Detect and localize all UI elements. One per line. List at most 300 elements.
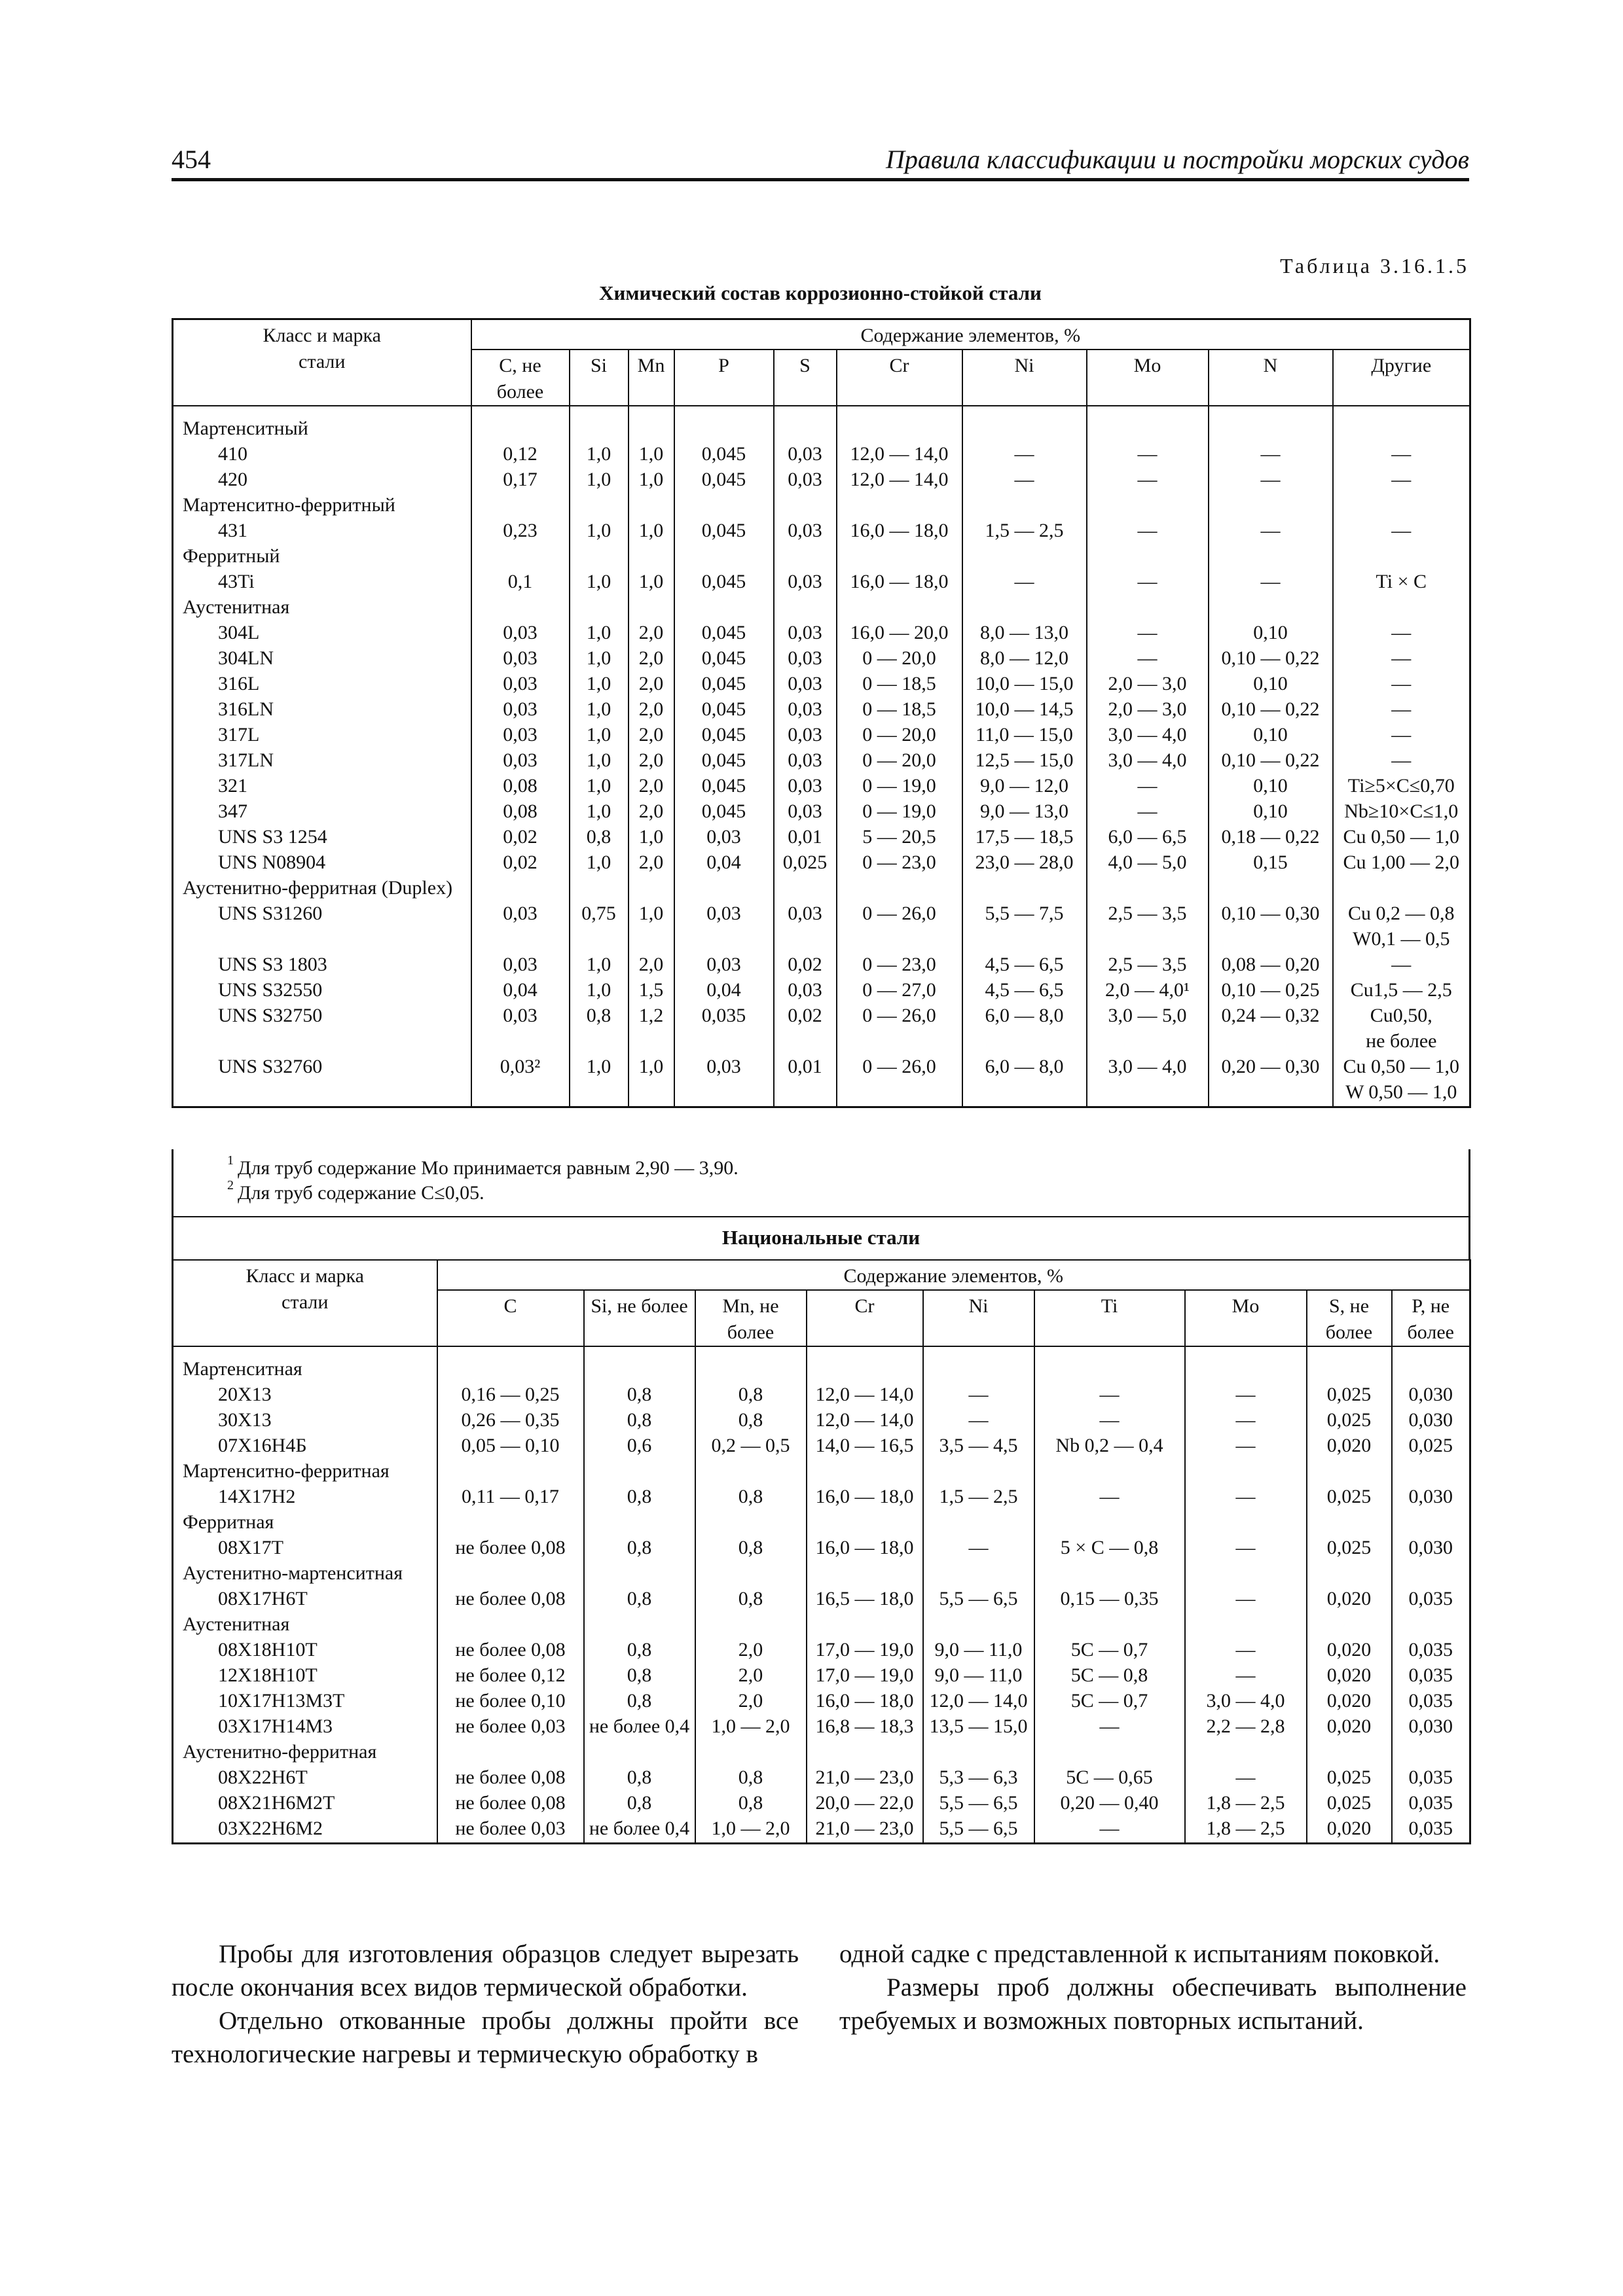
cell: 0,025: [1307, 1407, 1392, 1433]
steel-grade: UNS N08904: [173, 850, 471, 875]
empty-cell: [1333, 492, 1470, 518]
cell: 1,5 — 2,5: [962, 518, 1087, 543]
cell: 0,1: [471, 569, 570, 594]
group-row: [173, 875, 1470, 901]
steel-grade: 43Ti: [173, 569, 471, 594]
table-row: [173, 824, 1470, 850]
empty-cell: [923, 1560, 1034, 1586]
table-row: [173, 1637, 1470, 1662]
empty-cell: [1087, 926, 1209, 952]
cell: не более 0,4: [584, 1816, 695, 1844]
group-row: [173, 1509, 1470, 1535]
cell: 1,0: [570, 441, 629, 467]
empty-cell: [437, 1739, 584, 1765]
group-label: Аустенитная: [173, 1611, 437, 1637]
cell: —: [1185, 1637, 1307, 1662]
cell: 5С — 0,8: [1034, 1662, 1185, 1688]
empty-cell: [1034, 1560, 1185, 1586]
empty-cell: [584, 1346, 695, 1382]
table-row: [173, 1407, 1470, 1433]
empty-cell: [1087, 1079, 1209, 1107]
cell: 1,0: [570, 977, 629, 1003]
empty-cell: [584, 1458, 695, 1484]
table-row: [173, 773, 1470, 798]
empty-cell: [471, 492, 570, 518]
cell: 0,03: [471, 620, 570, 645]
cell: 0,025: [1307, 1790, 1392, 1816]
cell: —: [923, 1535, 1034, 1560]
group-row: [173, 406, 1470, 441]
page-number: 454: [172, 145, 211, 174]
cell: 1,0: [570, 620, 629, 645]
group-label: Мартенситная: [173, 1346, 437, 1382]
table-row: [173, 1662, 1470, 1688]
empty-cell: [674, 1028, 774, 1054]
cell: —: [1185, 1484, 1307, 1509]
cell: 2,2 — 2,8: [1185, 1713, 1307, 1739]
cell: 1,0: [570, 467, 629, 492]
empty-cell: [629, 543, 674, 569]
group-label: Ферритный: [173, 543, 471, 569]
cell: не более 0,08: [437, 1790, 584, 1816]
group-row: [173, 1739, 1470, 1765]
cell: 1,0 — 2,0: [695, 1816, 807, 1844]
empty-cell: [1333, 543, 1470, 569]
cell: 20,0 — 22,0: [807, 1790, 923, 1816]
empty-cell: [629, 1028, 674, 1054]
cell: 0,030: [1392, 1713, 1470, 1739]
empty-cell: [1209, 875, 1333, 901]
col-header: Mo: [1087, 350, 1209, 406]
cell: 1,8 — 2,5: [1185, 1790, 1307, 1816]
cell: Ti × C: [1333, 569, 1470, 594]
cell: —: [923, 1407, 1034, 1433]
steel-grade: 304LN: [173, 645, 471, 671]
steel-grade: 10Х17Н13М3Т: [173, 1688, 437, 1713]
cell: 0,03: [471, 901, 570, 926]
cell: 16,0 — 18,0: [807, 1535, 923, 1560]
cell: 0,8: [584, 1586, 695, 1611]
empty-cell: [629, 492, 674, 518]
empty-cell: [1034, 1458, 1185, 1484]
cell: 16,0 — 18,0: [837, 569, 962, 594]
cell: 1,0: [629, 901, 674, 926]
steel-grade: 321: [173, 773, 471, 798]
cell: 1,0: [629, 1054, 674, 1079]
cell: 0,045: [674, 441, 774, 467]
cell: 0,045: [674, 798, 774, 824]
empty-cell: [437, 1346, 584, 1382]
cell: 6,0 — 8,0: [962, 1003, 1087, 1028]
steel-grade: 431: [173, 518, 471, 543]
cell: —: [1209, 518, 1333, 543]
cell: 0,10 — 0,25: [1209, 977, 1333, 1003]
cell: —: [1034, 1816, 1185, 1844]
col-header: P: [674, 350, 774, 406]
cell: 8,0 — 13,0: [962, 620, 1087, 645]
cell: —: [1333, 518, 1470, 543]
cell: Nb 0,2 — 0,4: [1034, 1433, 1185, 1458]
cell: 0,17: [471, 467, 570, 492]
col-header: С: [437, 1290, 584, 1346]
cell: 0,12: [471, 441, 570, 467]
cell: 0,8: [584, 1407, 695, 1433]
table-row: [173, 926, 1470, 952]
cell: 12,0 — 14,0: [837, 441, 962, 467]
cell: 0,8: [695, 1586, 807, 1611]
steel-grade: 08Х17Н6Т: [173, 1586, 437, 1611]
cell: 0,020: [1307, 1662, 1392, 1688]
cell: —: [1333, 620, 1470, 645]
cell: 0,03: [471, 722, 570, 747]
cell: 0,020: [1307, 1433, 1392, 1458]
cell: 5,5 — 6,5: [923, 1586, 1034, 1611]
cell: 0,15: [1209, 850, 1333, 875]
cell: 17,5 — 18,5: [962, 824, 1087, 850]
cell: не более 0,4: [584, 1713, 695, 1739]
empty-cell: [471, 543, 570, 569]
group-row: [173, 543, 1470, 569]
cell: 2,0: [695, 1688, 807, 1713]
table-row: [173, 1765, 1470, 1790]
cell: 0,035: [674, 1003, 774, 1028]
cell: 0,8: [584, 1765, 695, 1790]
cell: 1,0: [629, 824, 674, 850]
col-header: S: [774, 350, 837, 406]
empty-cell: [173, 1028, 471, 1054]
steel-grade: 410: [173, 441, 471, 467]
empty-cell: [1392, 1346, 1470, 1382]
cell: 0,03: [471, 671, 570, 696]
steel-grade: UNS S3 1254: [173, 824, 471, 850]
cell: 0,03: [471, 747, 570, 773]
cell: 0,03: [774, 645, 837, 671]
cell: 5 — 20,5: [837, 824, 962, 850]
table-row: [173, 671, 1470, 696]
cell: 2,0: [695, 1637, 807, 1662]
cell: 0,03: [471, 645, 570, 671]
cell: —: [1333, 467, 1470, 492]
steel-grade: 347: [173, 798, 471, 824]
cell: 12,0 — 14,0: [923, 1688, 1034, 1713]
cell: 10,0 — 15,0: [962, 671, 1087, 696]
footnotes: [172, 1149, 1470, 1217]
cell: 0,03: [774, 798, 837, 824]
empty-cell: [1333, 875, 1470, 901]
cell: 16,8 — 18,3: [807, 1713, 923, 1739]
cell: —: [1034, 1484, 1185, 1509]
cell: 0,035: [1392, 1816, 1470, 1844]
cell: —: [1087, 645, 1209, 671]
cell: 6,0 — 6,5: [1087, 824, 1209, 850]
group-row: [173, 492, 1470, 518]
col-header: Ni: [923, 1290, 1034, 1346]
empty-cell: [437, 1560, 584, 1586]
empty-cell: [1087, 875, 1209, 901]
cell: 2,0: [629, 696, 674, 722]
cell: 0 — 19,0: [837, 798, 962, 824]
cell: 0,035: [1392, 1637, 1470, 1662]
empty-cell: [674, 543, 774, 569]
table-row: [173, 1028, 1470, 1054]
cell: 0,02: [774, 1003, 837, 1028]
cell: 0,03: [774, 518, 837, 543]
cell: 0,025: [1307, 1765, 1392, 1790]
empty-cell: [1185, 1458, 1307, 1484]
cell: 0,025: [1307, 1535, 1392, 1560]
cell: не более 0,12: [437, 1662, 584, 1688]
cell: 1,0: [629, 518, 674, 543]
table-row: [173, 620, 1470, 645]
cell: 0 — 20,0: [837, 722, 962, 747]
cell-continuation: не более: [1333, 1028, 1470, 1054]
empty-cell: [437, 1611, 584, 1637]
empty-cell: [674, 875, 774, 901]
cell: 3,0 — 4,0: [1087, 722, 1209, 747]
cell: 1,0 — 2,0: [695, 1713, 807, 1739]
cell: —: [1034, 1407, 1185, 1433]
cell: 0,8: [570, 1003, 629, 1028]
empty-cell: [774, 543, 837, 569]
cell: 0,05 — 0,10: [437, 1433, 584, 1458]
cell: 0,20 — 0,40: [1034, 1790, 1185, 1816]
cell: не более 0,03: [437, 1713, 584, 1739]
col-header: Si: [570, 350, 629, 406]
steel-grade: 03Х17Н14М3: [173, 1713, 437, 1739]
empty-cell: [962, 926, 1087, 952]
cell: —: [1185, 1662, 1307, 1688]
cell: 12,0 — 14,0: [807, 1382, 923, 1407]
empty-cell: [570, 543, 629, 569]
empty-cell: [570, 406, 629, 441]
empty-cell: [471, 926, 570, 952]
empty-cell: [1185, 1739, 1307, 1765]
cell: —: [1333, 696, 1470, 722]
empty-cell: [1185, 1611, 1307, 1637]
empty-cell: [1034, 1611, 1185, 1637]
cell: 0,020: [1307, 1713, 1392, 1739]
table-row: [173, 518, 1470, 543]
cell: 0,8: [570, 824, 629, 850]
cell: 0,10 — 0,30: [1209, 901, 1333, 926]
group-row: [173, 594, 1470, 620]
table-row: [173, 952, 1470, 977]
cell: 0,01: [774, 824, 837, 850]
empty-cell: [774, 926, 837, 952]
empty-cell: [1185, 1560, 1307, 1586]
table-label: Таблица 3.16.1.5: [1280, 254, 1469, 278]
cell: 2,0 — 4,0¹: [1087, 977, 1209, 1003]
cell: 0,10: [1209, 722, 1333, 747]
cell-continuation: W0,1 — 0,5: [1333, 926, 1470, 952]
steel-grade: UNS S3 1803: [173, 952, 471, 977]
empty-cell: [962, 875, 1087, 901]
cell: 0,025: [1392, 1433, 1470, 1458]
col-class-header-2: [173, 1260, 437, 1346]
cell: 0,15 — 0,35: [1034, 1586, 1185, 1611]
cell: 2,0: [695, 1662, 807, 1688]
cell: —: [1034, 1713, 1185, 1739]
steel-grade: 20Х13: [173, 1382, 437, 1407]
cell: 3,5 — 4,5: [923, 1433, 1034, 1458]
empty-cell: [923, 1458, 1034, 1484]
empty-cell: [837, 1028, 962, 1054]
empty-cell: [837, 492, 962, 518]
table-row: [173, 1382, 1470, 1407]
cell: 0 — 26,0: [837, 901, 962, 926]
cell: 1,0: [570, 722, 629, 747]
cell: 0,03: [774, 569, 837, 594]
cell: 0,03: [774, 696, 837, 722]
col-header: С, не более: [471, 350, 570, 406]
cell: 2,0: [629, 722, 674, 747]
empty-cell: [774, 1028, 837, 1054]
cell: 16,0 — 18,0: [837, 518, 962, 543]
empty-cell: [1209, 1079, 1333, 1107]
cell: 5,5 — 6,5: [923, 1816, 1034, 1844]
table-row: [173, 1535, 1470, 1560]
cell: —: [1185, 1535, 1307, 1560]
table-row: [173, 1713, 1470, 1739]
cell: 1,5: [629, 977, 674, 1003]
cell: не более 0,10: [437, 1688, 584, 1713]
empty-cell: [1392, 1739, 1470, 1765]
national-steels-caption: Национальные стали: [172, 1216, 1470, 1261]
cell: 1,0: [570, 696, 629, 722]
cell: 0,03: [674, 824, 774, 850]
cell: 0,16 — 0,25: [437, 1382, 584, 1407]
cell: 12,0 — 14,0: [837, 467, 962, 492]
cell: 1,0: [570, 1054, 629, 1079]
steel-grade: 420: [173, 467, 471, 492]
empty-cell: [695, 1509, 807, 1535]
cell: 0,26 — 0,35: [437, 1407, 584, 1433]
cell: 0,03: [774, 467, 837, 492]
cell: 5,3 — 6,3: [923, 1765, 1034, 1790]
col-header: N: [1209, 350, 1333, 406]
cell: 0,030: [1392, 1484, 1470, 1509]
cell: 0,8: [695, 1484, 807, 1509]
empty-cell: [674, 406, 774, 441]
cell: 1,0: [570, 798, 629, 824]
cell: Cu 1,00 — 2,0: [1333, 850, 1470, 875]
cell: 16,0 — 20,0: [837, 620, 962, 645]
empty-cell: [807, 1739, 923, 1765]
cell: 12,0 — 14,0: [807, 1407, 923, 1433]
empty-cell: [1087, 1028, 1209, 1054]
cell: 0,045: [674, 620, 774, 645]
national-steels-table: [172, 1259, 1471, 1844]
cell: 1,8 — 2,5: [1185, 1816, 1307, 1844]
group-label: Мартенситный: [173, 406, 471, 441]
cell: 1,2: [629, 1003, 674, 1028]
empty-cell: [1392, 1560, 1470, 1586]
cell: Nb≥10×C≤1,0: [1333, 798, 1470, 824]
cell: 10,0 — 14,5: [962, 696, 1087, 722]
cell: 8,0 — 12,0: [962, 645, 1087, 671]
cell: 2,5 — 3,5: [1087, 901, 1209, 926]
cell: 1,0: [570, 518, 629, 543]
table-row: [173, 441, 1470, 467]
steel-grade: 08Х18Н10Т: [173, 1637, 437, 1662]
group-row: [173, 1458, 1470, 1484]
col-header: Mo: [1185, 1290, 1307, 1346]
group-label: Ферритная: [173, 1509, 437, 1535]
table-row: [173, 1054, 1470, 1079]
empty-cell: [1209, 406, 1333, 441]
col-content-header-2: Содержание элементов, %: [437, 1260, 1470, 1290]
table-row: [173, 1433, 1470, 1458]
cell: 2,5 — 3,5: [1087, 952, 1209, 977]
cell: —: [1087, 620, 1209, 645]
cell: 17,0 — 19,0: [807, 1637, 923, 1662]
cell: Cu 0,50 — 1,0: [1333, 824, 1470, 850]
cell: 0,8: [695, 1765, 807, 1790]
cell: 0,10 — 0,22: [1209, 747, 1333, 773]
cell: 0,20 — 0,30: [1209, 1054, 1333, 1079]
empty-cell: [584, 1509, 695, 1535]
empty-cell: [695, 1739, 807, 1765]
cell: 0,75: [570, 901, 629, 926]
empty-cell: [807, 1346, 923, 1382]
cell: 11,0 — 15,0: [962, 722, 1087, 747]
table-title: Химический состав коррозионно-стойкой стали: [599, 281, 1042, 304]
cell: 0 — 26,0: [837, 1054, 962, 1079]
cell: 0,020: [1307, 1688, 1392, 1713]
cell: 1,0: [629, 441, 674, 467]
cell: —: [1209, 467, 1333, 492]
cell: 0,10: [1209, 798, 1333, 824]
col-header: S, не более: [1307, 1290, 1392, 1346]
cell: —: [1087, 518, 1209, 543]
table-row: [173, 1790, 1470, 1816]
cell: 0,23: [471, 518, 570, 543]
cell: 0,03: [674, 1054, 774, 1079]
table-row: [173, 696, 1470, 722]
cell: 0,045: [674, 722, 774, 747]
cell: —: [1185, 1586, 1307, 1611]
empty-cell: [837, 543, 962, 569]
table-row: [173, 747, 1470, 773]
col-class-label: Класс и марка стали: [263, 325, 381, 372]
cell: 0,03: [774, 977, 837, 1003]
empty-cell: [674, 594, 774, 620]
cell: 17,0 — 19,0: [807, 1662, 923, 1688]
table-row: [173, 798, 1470, 824]
empty-cell: [923, 1739, 1034, 1765]
cell: 0,03: [774, 747, 837, 773]
cell: 6,0 — 8,0: [962, 1054, 1087, 1079]
group-label: Аустенитно-мартенситная: [173, 1560, 437, 1586]
table-row: [173, 977, 1470, 1003]
empty-cell: [774, 1079, 837, 1107]
col-header: Cr: [837, 350, 962, 406]
empty-cell: [674, 1079, 774, 1107]
cell: 0,02: [471, 824, 570, 850]
cell: —: [1333, 722, 1470, 747]
empty-cell: [629, 594, 674, 620]
cell: 0,01: [774, 1054, 837, 1079]
cell: 4,5 — 6,5: [962, 952, 1087, 977]
cell: не более 0,08: [437, 1535, 584, 1560]
cell: 0 — 26,0: [837, 1003, 962, 1028]
cell: 0,020: [1307, 1816, 1392, 1844]
cell: 0,03: [674, 901, 774, 926]
cell: 0,02: [774, 952, 837, 977]
cell: 2,0: [629, 773, 674, 798]
empty-cell: [437, 1509, 584, 1535]
cell: 0,045: [674, 569, 774, 594]
